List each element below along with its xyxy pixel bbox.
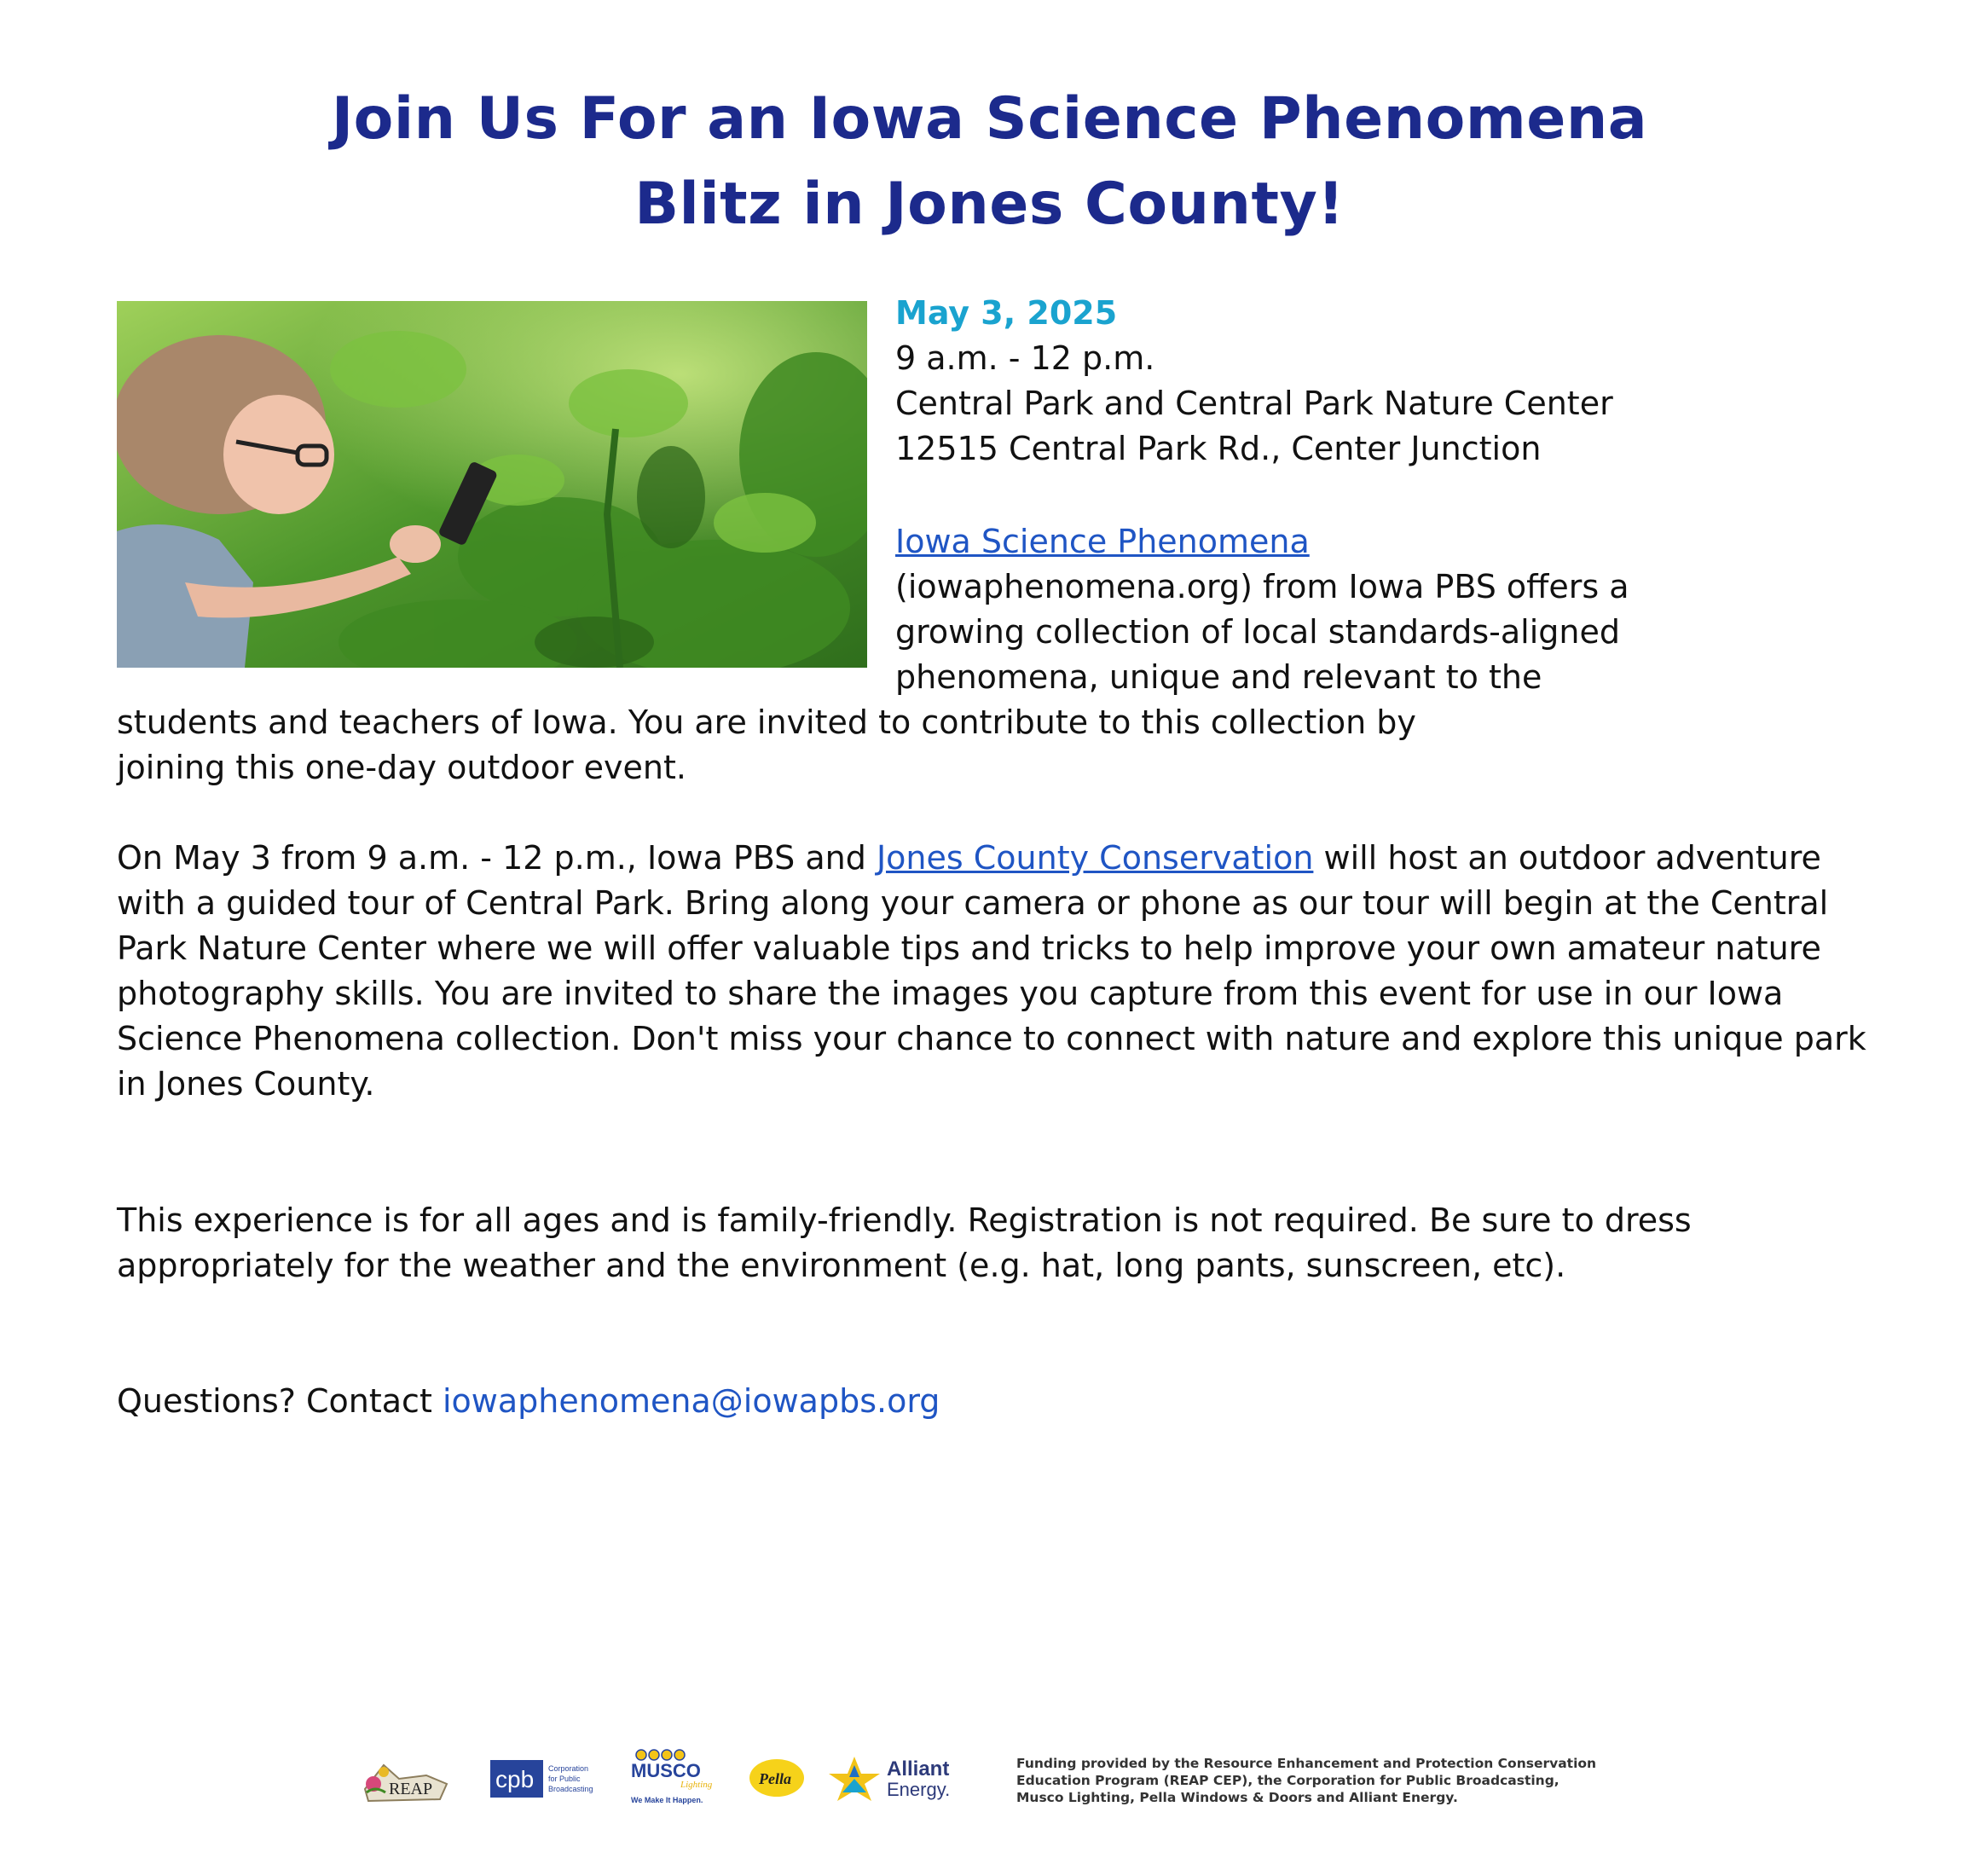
title-line-2: Blitz in Jones County! bbox=[634, 171, 1345, 238]
title-line-1: Join Us For an Iowa Science Phenomena bbox=[331, 85, 1648, 153]
paragraph-tour bbox=[117, 836, 1890, 1107]
funding-line-3: Musco Lighting, Pella Windows & Doors and Alliant Energy. bbox=[1016, 1790, 1458, 1805]
page-title bbox=[0, 77, 1979, 247]
musco-logo bbox=[629, 1746, 727, 1808]
reap-logo bbox=[358, 1755, 452, 1806]
musco-sub: Lighting bbox=[680, 1780, 713, 1790]
para2-text-start: On May 3 from 9 a.m. - 12 p.m., Iowa PBS and bbox=[117, 839, 877, 877]
alliant-energy-logo bbox=[825, 1753, 979, 1804]
event-photo bbox=[117, 301, 867, 668]
pella-wordmark: Pella bbox=[759, 1770, 791, 1787]
event-date: May 3, 2025 bbox=[895, 294, 1118, 332]
musco-wordmark: MUSCO bbox=[631, 1760, 701, 1781]
iowa-science-phenomena-link[interactable]: Iowa Science Phenomena bbox=[895, 523, 1310, 560]
jones-county-conservation-link[interactable]: Jones County Conservation bbox=[876, 839, 1314, 877]
intro-line-3: phenomena, unique and relevant to the bbox=[895, 658, 1542, 696]
contact-line bbox=[117, 1379, 1890, 1424]
cpb-mark: cpb bbox=[495, 1766, 535, 1792]
intro-line-5: joining this one-day outdoor event. bbox=[117, 749, 686, 786]
paragraph-details: This experience is for all ages and is family-friendly. Registration is not required. Be sure to dress appropriately for the weather and the environment (e.g. hat, long pants, sunscreen, etc). bbox=[117, 1201, 1692, 1284]
event-info bbox=[895, 290, 1884, 472]
intro-line-1: (iowaphenomena.org) from Iowa PBS offers a bbox=[895, 568, 1629, 605]
funding-line-2: Education Program (REAP CEP), the Corporation for Public Broadcasting, bbox=[1016, 1773, 1559, 1788]
alliant-line-2: Energy. bbox=[887, 1779, 951, 1800]
cpb-name-3: Broadcasting bbox=[548, 1785, 593, 1793]
event-address: 12515 Central Park Rd., Center Junction bbox=[895, 430, 1542, 467]
cpb-name-1: Corporation bbox=[548, 1764, 589, 1773]
event-time: 9 a.m. - 12 p.m. bbox=[895, 339, 1155, 377]
alliant-line-1: Alliant bbox=[887, 1757, 950, 1780]
contact-prefix: Questions? Contact bbox=[117, 1382, 443, 1420]
intro-line-2: growing collection of local standards-aligned bbox=[895, 613, 1620, 651]
reap-logo-text: REAP bbox=[389, 1780, 433, 1798]
intro-line-4: students and teachers of Iowa. You are invited to contribute to this collection by bbox=[117, 704, 1416, 741]
cpb-logo bbox=[490, 1758, 610, 1801]
funding-statement bbox=[1016, 1755, 1664, 1806]
pella-logo bbox=[749, 1757, 808, 1799]
intro-link-line bbox=[895, 519, 1310, 565]
contact-email-link[interactable]: iowaphenomena@iowapbs.org bbox=[442, 1382, 940, 1420]
event-venue: Central Park and Central Park Nature Center bbox=[895, 385, 1613, 422]
funding-line-1: Funding provided by the Resource Enhancement and Protection Conservation bbox=[1016, 1756, 1597, 1771]
para2-text-end: will host an outdoor adventure with a guided tour of Central Park. Bring along your camera or phone as our tour will begin at the Central Park Nature Center where we will offer valuable tips and tricks to help improve your own amateur nature photography skills. You are invited to share the images you capture from this event for use in our Iowa Science Phenomena collection. Don't miss your chance to connect with nature and explore this unique park in Jones County. bbox=[117, 839, 1866, 1103]
cpb-name-2: for Public bbox=[548, 1775, 581, 1783]
sponsor-footer bbox=[358, 1740, 1654, 1833]
musco-tagline: We Make It Happen. bbox=[631, 1796, 703, 1804]
